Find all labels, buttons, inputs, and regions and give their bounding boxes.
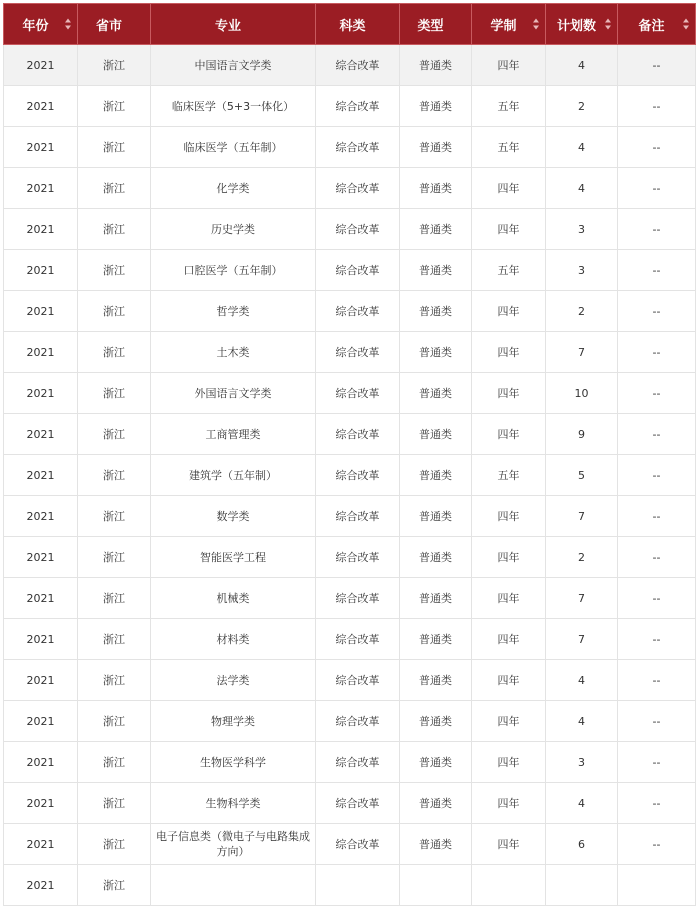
table-body — [4, 45, 696, 906]
table-row — [4, 291, 696, 332]
cell-year: 2021 — [4, 742, 78, 783]
cell-remark: -- — [618, 455, 696, 496]
cell-category: 综合改革 — [316, 537, 400, 578]
cell-remark: -- — [618, 742, 696, 783]
table-row — [4, 86, 696, 127]
cell-province: 浙江 — [78, 537, 151, 578]
cell-type: 普通类 — [400, 619, 472, 660]
cell-province: 浙江 — [78, 865, 151, 906]
cell-year: 2021 — [4, 209, 78, 250]
cell-major: 化学类 — [151, 168, 316, 209]
column-header-label: 年份 — [22, 18, 49, 34]
cell-year: 2021 — [4, 578, 78, 619]
cell-category: 综合改革 — [316, 373, 400, 414]
cell-duration: 四年 — [472, 701, 546, 742]
table-row — [4, 332, 696, 373]
cell-type: 普通类 — [400, 250, 472, 291]
cell-plan-count: 7 — [546, 619, 618, 660]
cell-major: 机械类 — [151, 578, 316, 619]
cell-province: 浙江 — [78, 578, 151, 619]
cell-category: 综合改革 — [316, 578, 400, 619]
cell-duration: 四年 — [472, 332, 546, 373]
cell-year: 2021 — [4, 701, 78, 742]
cell-year: 2021 — [4, 824, 78, 865]
cell-type: 普通类 — [400, 168, 472, 209]
cell-duration: 四年 — [472, 619, 546, 660]
table-row — [4, 578, 696, 619]
cell-duration: 四年 — [472, 373, 546, 414]
cell-remark: -- — [618, 578, 696, 619]
cell-plan-count: 6 — [546, 824, 618, 865]
cell-major: 智能医学工程 — [151, 537, 316, 578]
column-header-category — [316, 4, 400, 45]
cell-remark: -- — [618, 619, 696, 660]
cell-duration — [472, 865, 546, 906]
cell-major: 历史学类 — [151, 209, 316, 250]
cell-type: 普通类 — [400, 127, 472, 168]
cell-year: 2021 — [4, 291, 78, 332]
cell-type: 普通类 — [400, 578, 472, 619]
cell-duration: 五年 — [472, 250, 546, 291]
cell-province: 浙江 — [78, 660, 151, 701]
cell-category: 综合改革 — [316, 496, 400, 537]
table-row — [4, 824, 696, 865]
cell-plan-count: 2 — [546, 86, 618, 127]
cell-type: 普通类 — [400, 86, 472, 127]
admission-plan-page — [0, 3, 696, 892]
cell-major — [151, 865, 316, 906]
cell-type — [400, 865, 472, 906]
cell-type: 普通类 — [400, 537, 472, 578]
cell-category: 综合改革 — [316, 619, 400, 660]
cell-year: 2021 — [4, 455, 78, 496]
cell-year: 2021 — [4, 865, 78, 906]
cell-plan-count: 9 — [546, 414, 618, 455]
cell-remark: -- — [618, 168, 696, 209]
cell-category: 综合改革 — [316, 45, 400, 86]
cell-type: 普通类 — [400, 209, 472, 250]
cell-major: 电子信息类（微电子与电路集成方向） — [151, 824, 316, 865]
cell-major: 物理学类 — [151, 701, 316, 742]
column-header-label: 科类 — [339, 18, 366, 34]
table-row — [4, 414, 696, 455]
cell-type: 普通类 — [400, 824, 472, 865]
cell-duration: 四年 — [472, 742, 546, 783]
cell-remark: -- — [618, 783, 696, 824]
cell-province: 浙江 — [78, 373, 151, 414]
table-row — [4, 865, 696, 906]
cell-category — [316, 865, 400, 906]
cell-plan-count — [546, 865, 618, 906]
cell-category: 综合改革 — [316, 209, 400, 250]
table-row — [4, 209, 696, 250]
cell-year: 2021 — [4, 496, 78, 537]
cell-duration: 四年 — [472, 209, 546, 250]
cell-remark — [618, 865, 696, 906]
cell-type: 普通类 — [400, 496, 472, 537]
cell-category: 综合改革 — [316, 701, 400, 742]
cell-year: 2021 — [4, 783, 78, 824]
cell-type: 普通类 — [400, 373, 472, 414]
table-row — [4, 168, 696, 209]
cell-remark: -- — [618, 332, 696, 373]
cell-type: 普通类 — [400, 455, 472, 496]
cell-category: 综合改革 — [316, 783, 400, 824]
cell-province: 浙江 — [78, 455, 151, 496]
header-row — [4, 4, 696, 45]
cell-year: 2021 — [4, 660, 78, 701]
cell-plan-count: 2 — [546, 537, 618, 578]
cell-year: 2021 — [4, 414, 78, 455]
cell-plan-count: 4 — [546, 660, 618, 701]
cell-category: 综合改革 — [316, 742, 400, 783]
cell-year: 2021 — [4, 537, 78, 578]
cell-major: 口腔医学（五年制） — [151, 250, 316, 291]
cell-plan-count: 3 — [546, 250, 618, 291]
cell-type: 普通类 — [400, 701, 472, 742]
cell-duration: 五年 — [472, 127, 546, 168]
cell-major: 材料类 — [151, 619, 316, 660]
cell-remark: -- — [618, 496, 696, 537]
cell-major: 工商管理类 — [151, 414, 316, 455]
table-row — [4, 45, 696, 86]
cell-province: 浙江 — [78, 701, 151, 742]
column-header-label: 省市 — [95, 18, 122, 34]
cell-major: 数学类 — [151, 496, 316, 537]
cell-category: 综合改革 — [316, 168, 400, 209]
cell-duration: 五年 — [472, 455, 546, 496]
cell-major: 外国语言文学类 — [151, 373, 316, 414]
cell-province: 浙江 — [78, 168, 151, 209]
column-header-label: 专业 — [214, 18, 241, 34]
cell-province: 浙江 — [78, 619, 151, 660]
cell-plan-count: 4 — [546, 168, 618, 209]
cell-duration: 四年 — [472, 291, 546, 332]
cell-plan-count: 3 — [546, 742, 618, 783]
table-row — [4, 701, 696, 742]
column-header-label: 类型 — [417, 18, 444, 34]
cell-province: 浙江 — [78, 127, 151, 168]
cell-plan-count: 5 — [546, 455, 618, 496]
cell-plan-count: 3 — [546, 209, 618, 250]
cell-major: 生物医学科学 — [151, 742, 316, 783]
cell-category: 综合改革 — [316, 414, 400, 455]
cell-type: 普通类 — [400, 742, 472, 783]
cell-year: 2021 — [4, 619, 78, 660]
column-header-type — [400, 4, 472, 45]
cell-remark: -- — [618, 291, 696, 332]
column-header-label: 计划数 — [556, 18, 596, 34]
cell-duration: 四年 — [472, 660, 546, 701]
cell-duration: 四年 — [472, 496, 546, 537]
sort-arrows-icon[interactable] — [533, 19, 540, 30]
cell-category: 综合改革 — [316, 291, 400, 332]
cell-remark: -- — [618, 701, 696, 742]
table-row — [4, 660, 696, 701]
cell-year: 2021 — [4, 168, 78, 209]
cell-type: 普通类 — [400, 660, 472, 701]
cell-duration: 四年 — [472, 414, 546, 455]
cell-duration: 四年 — [472, 783, 546, 824]
cell-plan-count: 7 — [546, 496, 618, 537]
table-row — [4, 455, 696, 496]
table-row — [4, 496, 696, 537]
cell-major: 中国语言文学类 — [151, 45, 316, 86]
cell-duration: 四年 — [472, 537, 546, 578]
cell-plan-count: 7 — [546, 578, 618, 619]
cell-province: 浙江 — [78, 742, 151, 783]
cell-major: 哲学类 — [151, 291, 316, 332]
cell-province: 浙江 — [78, 783, 151, 824]
cell-major: 法学类 — [151, 660, 316, 701]
cell-category: 综合改革 — [316, 332, 400, 373]
cell-province: 浙江 — [78, 291, 151, 332]
cell-remark: -- — [618, 45, 696, 86]
cell-category: 综合改革 — [316, 86, 400, 127]
column-header-province — [78, 4, 151, 45]
cell-year: 2021 — [4, 332, 78, 373]
cell-province: 浙江 — [78, 496, 151, 537]
cell-remark: -- — [618, 660, 696, 701]
column-header-label: 学制 — [490, 18, 517, 34]
admission-plan-table — [3, 3, 696, 906]
table-row — [4, 250, 696, 291]
cell-category: 综合改革 — [316, 660, 400, 701]
cell-duration: 四年 — [472, 45, 546, 86]
cell-major: 土木类 — [151, 332, 316, 373]
table-row — [4, 537, 696, 578]
cell-year: 2021 — [4, 45, 78, 86]
cell-remark: -- — [618, 250, 696, 291]
cell-year: 2021 — [4, 86, 78, 127]
cell-province: 浙江 — [78, 414, 151, 455]
cell-province: 浙江 — [78, 250, 151, 291]
cell-type: 普通类 — [400, 783, 472, 824]
cell-plan-count: 7 — [546, 332, 618, 373]
cell-duration: 四年 — [472, 824, 546, 865]
cell-major: 临床医学（5+3一体化） — [151, 86, 316, 127]
cell-year: 2021 — [4, 250, 78, 291]
cell-type: 普通类 — [400, 45, 472, 86]
cell-major: 临床医学（五年制） — [151, 127, 316, 168]
table-row — [4, 783, 696, 824]
column-header-remark[interactable] — [618, 4, 696, 45]
column-header-major — [151, 4, 316, 45]
cell-type: 普通类 — [400, 291, 472, 332]
table-row — [4, 373, 696, 414]
column-header-year[interactable] — [4, 4, 78, 45]
cell-duration: 四年 — [472, 168, 546, 209]
cell-plan-count: 4 — [546, 783, 618, 824]
cell-remark: -- — [618, 824, 696, 865]
sort-arrows-icon[interactable] — [605, 19, 612, 30]
cell-plan-count: 4 — [546, 127, 618, 168]
sort-arrows-icon[interactable] — [683, 19, 690, 30]
cell-plan-count: 2 — [546, 291, 618, 332]
cell-category: 综合改革 — [316, 824, 400, 865]
cell-remark: -- — [618, 414, 696, 455]
cell-plan-count: 10 — [546, 373, 618, 414]
cell-major: 建筑学（五年制） — [151, 455, 316, 496]
column-header-plan-count[interactable] — [546, 4, 618, 45]
cell-type: 普通类 — [400, 414, 472, 455]
cell-remark: -- — [618, 537, 696, 578]
cell-year: 2021 — [4, 373, 78, 414]
cell-province: 浙江 — [78, 86, 151, 127]
cell-province: 浙江 — [78, 45, 151, 86]
column-header-duration[interactable] — [472, 4, 546, 45]
cell-province: 浙江 — [78, 824, 151, 865]
cell-province: 浙江 — [78, 209, 151, 250]
cell-province: 浙江 — [78, 332, 151, 373]
cell-plan-count: 4 — [546, 45, 618, 86]
cell-remark: -- — [618, 127, 696, 168]
cell-duration: 四年 — [472, 578, 546, 619]
cell-category: 综合改革 — [316, 250, 400, 291]
cell-year: 2021 — [4, 127, 78, 168]
cell-remark: -- — [618, 86, 696, 127]
sort-arrows-icon[interactable] — [65, 19, 72, 30]
cell-category: 综合改革 — [316, 127, 400, 168]
table-row — [4, 619, 696, 660]
cell-duration: 五年 — [472, 86, 546, 127]
table-header — [4, 4, 696, 45]
table-row — [4, 742, 696, 783]
table-row — [4, 127, 696, 168]
cell-plan-count: 4 — [546, 701, 618, 742]
cell-category: 综合改革 — [316, 455, 400, 496]
column-header-label: 备注 — [638, 18, 665, 34]
cell-remark: -- — [618, 209, 696, 250]
cell-type: 普通类 — [400, 332, 472, 373]
cell-major: 生物科学类 — [151, 783, 316, 824]
cell-remark: -- — [618, 373, 696, 414]
